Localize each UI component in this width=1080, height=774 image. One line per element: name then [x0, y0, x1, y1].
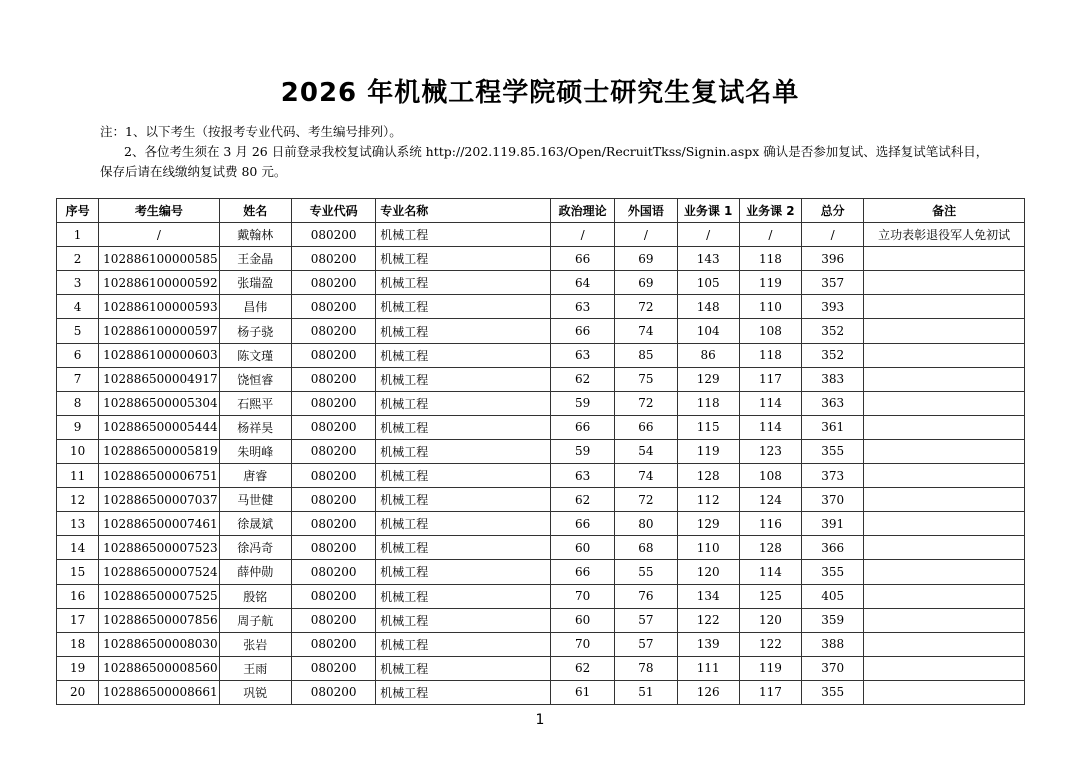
table-row [57, 247, 1025, 271]
cell-name: 唐睿 [219, 464, 291, 488]
header-col-seq: 序号 [57, 199, 99, 223]
cell-politics: 66 [551, 415, 615, 439]
cell-course-2: 118 [739, 343, 801, 367]
cell-major-code: 080200 [291, 295, 375, 319]
cell-foreign-language: 85 [615, 343, 677, 367]
header-col-major-name: 专业名称 [376, 199, 551, 223]
cell-major-code: 080200 [291, 367, 375, 391]
cell-foreign-language: 57 [615, 608, 677, 632]
cell-major-name: 机械工程 [376, 439, 551, 463]
cell-seq: 13 [57, 512, 99, 536]
cell-total: 355 [802, 560, 864, 584]
cell-name: 徐晟斌 [219, 512, 291, 536]
cell-major-code: 080200 [291, 464, 375, 488]
cell-major-code: 080200 [291, 271, 375, 295]
cell-course-2: 125 [739, 584, 801, 608]
note-line-2: 2、各位考生须在 3 月 26 日前登录我校复试确认系统 http://202.119.85.163/Open/RecruitTkss/Signin.aspx 确认是否参加复试、选择复试笔试科目， [124, 144, 989, 159]
cell-foreign-language: 68 [615, 536, 677, 560]
cell-politics: 60 [551, 536, 615, 560]
cell-total: 388 [802, 632, 864, 656]
cell-exam-id: 102886500005444 [99, 415, 219, 439]
cell-name: 朱明峰 [219, 439, 291, 463]
cell-foreign-language: 76 [615, 584, 677, 608]
cell-foreign-language: / [615, 223, 677, 247]
cell-politics: 64 [551, 271, 615, 295]
table-body [57, 223, 1025, 705]
cell-major-name: 机械工程 [376, 512, 551, 536]
table-row [57, 319, 1025, 343]
cell-politics: 63 [551, 295, 615, 319]
cell-politics: 63 [551, 343, 615, 367]
cell-course-1: 86 [677, 343, 739, 367]
cell-course-1: 111 [677, 656, 739, 680]
cell-course-1: 139 [677, 632, 739, 656]
cell-major-code: 080200 [291, 536, 375, 560]
cell-remarks [864, 632, 1025, 656]
header-col-course-1: 业务课 1 [677, 199, 739, 223]
cell-foreign-language: 75 [615, 367, 677, 391]
page-title: 2026 年机械工程学院硕士研究生复试名单 [280, 78, 800, 108]
cell-seq: 1 [57, 223, 99, 247]
cell-course-2: 128 [739, 536, 801, 560]
cell-remarks [864, 560, 1025, 584]
cell-politics: 59 [551, 439, 615, 463]
cell-remarks [864, 391, 1025, 415]
cell-major-name: 机械工程 [376, 464, 551, 488]
cell-politics: 61 [551, 680, 615, 704]
cell-seq: 16 [57, 584, 99, 608]
cell-major-name: 机械工程 [376, 295, 551, 319]
cell-course-1: 110 [677, 536, 739, 560]
cell-exam-id: 102886100000585 [99, 247, 219, 271]
cell-exam-id: 102886500005819 [99, 439, 219, 463]
cell-total: 391 [802, 512, 864, 536]
cell-major-code: 080200 [291, 608, 375, 632]
cell-course-1: 122 [677, 608, 739, 632]
cell-seq: 17 [57, 608, 99, 632]
cell-name: 陈文瑾 [219, 343, 291, 367]
cell-total: 383 [802, 367, 864, 391]
cell-major-name: 机械工程 [376, 632, 551, 656]
cell-remarks [864, 439, 1025, 463]
cell-name: 王雨 [219, 656, 291, 680]
cell-name: 杨子骁 [219, 319, 291, 343]
cell-name: 马世健 [219, 488, 291, 512]
cell-total: 355 [802, 439, 864, 463]
cell-exam-id: 102886500007523 [99, 536, 219, 560]
cell-course-1: / [677, 223, 739, 247]
cell-politics: 66 [551, 247, 615, 271]
cell-politics: 70 [551, 632, 615, 656]
cell-major-name: 机械工程 [376, 343, 551, 367]
cell-name: 饶恒睿 [219, 367, 291, 391]
cell-major-name: 机械工程 [376, 367, 551, 391]
note-line-1: 注：1、以下考生（按报考专业代码、考生编号排列）。 [100, 124, 402, 139]
cell-remarks [864, 680, 1025, 704]
cell-foreign-language: 57 [615, 632, 677, 656]
table-row [57, 536, 1025, 560]
cell-seq: 8 [57, 391, 99, 415]
cell-course-1: 143 [677, 247, 739, 271]
cell-remarks [864, 584, 1025, 608]
cell-course-2: 114 [739, 560, 801, 584]
cell-politics: 70 [551, 584, 615, 608]
cell-total: 370 [802, 656, 864, 680]
cell-course-1: 134 [677, 584, 739, 608]
cell-foreign-language: 51 [615, 680, 677, 704]
cell-foreign-language: 80 [615, 512, 677, 536]
cell-name: 杨祥昊 [219, 415, 291, 439]
cell-major-code: 080200 [291, 560, 375, 584]
cell-foreign-language: 69 [615, 247, 677, 271]
cell-course-1: 120 [677, 560, 739, 584]
cell-seq: 14 [57, 536, 99, 560]
cell-exam-id: 102886100000603 [99, 343, 219, 367]
page-number: 1 [535, 712, 545, 728]
cell-foreign-language: 54 [615, 439, 677, 463]
cell-name: 昌伟 [219, 295, 291, 319]
cell-seq: 6 [57, 343, 99, 367]
cell-major-name: 机械工程 [376, 247, 551, 271]
cell-foreign-language: 66 [615, 415, 677, 439]
table-row [57, 439, 1025, 463]
notes [100, 122, 1000, 182]
table-row [57, 464, 1025, 488]
cell-remarks [864, 247, 1025, 271]
cell-seq: 5 [57, 319, 99, 343]
cell-course-2: 118 [739, 247, 801, 271]
table-header-row [57, 199, 1025, 223]
table-row [57, 656, 1025, 680]
cell-course-1: 104 [677, 319, 739, 343]
cell-total: 363 [802, 391, 864, 415]
cell-exam-id: 102886500004917 [99, 367, 219, 391]
cell-major-name: 机械工程 [376, 391, 551, 415]
cell-total: 359 [802, 608, 864, 632]
cell-major-code: 080200 [291, 512, 375, 536]
cell-seq: 11 [57, 464, 99, 488]
cell-exam-id: 102886100000593 [99, 295, 219, 319]
cell-major-code: 080200 [291, 439, 375, 463]
cell-remarks [864, 367, 1025, 391]
cell-course-2: 110 [739, 295, 801, 319]
note-line-3: 保存后请在线缴纳复试费 80 元。 [100, 164, 287, 179]
cell-politics: / [551, 223, 615, 247]
cell-exam-id: 102886500005304 [99, 391, 219, 415]
table-row [57, 295, 1025, 319]
cell-major-name: 机械工程 [376, 608, 551, 632]
table-row [57, 488, 1025, 512]
cell-major-name: 机械工程 [376, 271, 551, 295]
cell-major-code: 080200 [291, 415, 375, 439]
table-row [57, 608, 1025, 632]
cell-remarks [864, 319, 1025, 343]
cell-seq: 15 [57, 560, 99, 584]
cell-course-1: 129 [677, 367, 739, 391]
cell-course-1: 128 [677, 464, 739, 488]
cell-remarks [864, 295, 1025, 319]
cell-total: 352 [802, 343, 864, 367]
cell-remarks [864, 536, 1025, 560]
cell-major-name: 机械工程 [376, 223, 551, 247]
cell-total: 405 [802, 584, 864, 608]
cell-exam-id: 102886500008030 [99, 632, 219, 656]
cell-remarks [864, 608, 1025, 632]
cell-name: 巩锐 [219, 680, 291, 704]
cell-exam-id: 102886500007461 [99, 512, 219, 536]
cell-course-2: 117 [739, 367, 801, 391]
cell-seq: 2 [57, 247, 99, 271]
cell-course-2: 116 [739, 512, 801, 536]
cell-total: 355 [802, 680, 864, 704]
cell-seq: 10 [57, 439, 99, 463]
cell-total: 357 [802, 271, 864, 295]
cell-total: 366 [802, 536, 864, 560]
cell-course-2: 114 [739, 415, 801, 439]
cell-total: 370 [802, 488, 864, 512]
cell-remarks: 立功表彰退役军人免初试 [864, 223, 1025, 247]
cell-foreign-language: 55 [615, 560, 677, 584]
cell-course-2: 119 [739, 271, 801, 295]
cell-exam-id: 102886500007037 [99, 488, 219, 512]
cell-remarks [864, 488, 1025, 512]
cell-politics: 66 [551, 319, 615, 343]
cell-seq: 18 [57, 632, 99, 656]
table-row [57, 680, 1025, 704]
cell-major-code: 080200 [291, 584, 375, 608]
cell-major-name: 机械工程 [376, 488, 551, 512]
cell-total: 361 [802, 415, 864, 439]
cell-exam-id: 102886500007856 [99, 608, 219, 632]
cell-politics: 62 [551, 656, 615, 680]
header-col-major-code: 专业代码 [291, 199, 375, 223]
cell-course-2: 119 [739, 656, 801, 680]
cell-course-2: 108 [739, 319, 801, 343]
cell-major-name: 机械工程 [376, 415, 551, 439]
cell-politics: 62 [551, 367, 615, 391]
cell-name: 张岩 [219, 632, 291, 656]
cell-seq: 9 [57, 415, 99, 439]
cell-name: 戴翰林 [219, 223, 291, 247]
cell-total: 373 [802, 464, 864, 488]
cell-seq: 20 [57, 680, 99, 704]
cell-course-1: 118 [677, 391, 739, 415]
cell-total: / [802, 223, 864, 247]
cell-name: 王金晶 [219, 247, 291, 271]
cell-name: 周子航 [219, 608, 291, 632]
cell-seq: 4 [57, 295, 99, 319]
cell-major-name: 机械工程 [376, 536, 551, 560]
table-row [57, 512, 1025, 536]
cell-exam-id: / [99, 223, 219, 247]
cell-exam-id: 102886100000592 [99, 271, 219, 295]
cell-major-code: 080200 [291, 223, 375, 247]
cell-remarks [864, 415, 1025, 439]
cell-course-1: 115 [677, 415, 739, 439]
cell-remarks [864, 512, 1025, 536]
cell-course-2: 108 [739, 464, 801, 488]
cell-course-2: 124 [739, 488, 801, 512]
header-col-foreign-language: 外国语 [615, 199, 677, 223]
cell-name: 徐冯奇 [219, 536, 291, 560]
cell-remarks [864, 656, 1025, 680]
cell-exam-id: 102886500006751 [99, 464, 219, 488]
cell-major-name: 机械工程 [376, 319, 551, 343]
cell-politics: 66 [551, 512, 615, 536]
cell-name: 石熙平 [219, 391, 291, 415]
cell-major-name: 机械工程 [376, 584, 551, 608]
cell-foreign-language: 74 [615, 464, 677, 488]
cell-foreign-language: 72 [615, 488, 677, 512]
cell-total: 396 [802, 247, 864, 271]
header-col-remarks: 备注 [864, 199, 1025, 223]
cell-foreign-language: 72 [615, 391, 677, 415]
cell-seq: 3 [57, 271, 99, 295]
header-col-course-2: 业务课 2 [739, 199, 801, 223]
cell-seq: 12 [57, 488, 99, 512]
cell-major-code: 080200 [291, 680, 375, 704]
cell-course-2: 122 [739, 632, 801, 656]
table-row [57, 584, 1025, 608]
cell-politics: 59 [551, 391, 615, 415]
cell-course-1: 105 [677, 271, 739, 295]
cell-major-code: 080200 [291, 319, 375, 343]
cell-course-1: 119 [677, 439, 739, 463]
cell-major-code: 080200 [291, 488, 375, 512]
cell-major-code: 080200 [291, 656, 375, 680]
cell-exam-id: 102886100000597 [99, 319, 219, 343]
table-row [57, 415, 1025, 439]
cell-foreign-language: 74 [615, 319, 677, 343]
header-col-name: 姓名 [219, 199, 291, 223]
cell-total: 352 [802, 319, 864, 343]
header-col-total: 总分 [802, 199, 864, 223]
cell-politics: 62 [551, 488, 615, 512]
cell-major-code: 080200 [291, 632, 375, 656]
candidate-table [56, 198, 1025, 705]
cell-name: 张瑞盈 [219, 271, 291, 295]
cell-exam-id: 102886500008661 [99, 680, 219, 704]
cell-foreign-language: 69 [615, 271, 677, 295]
table-row [57, 223, 1025, 247]
cell-course-1: 112 [677, 488, 739, 512]
table-row [57, 632, 1025, 656]
cell-politics: 63 [551, 464, 615, 488]
cell-politics: 66 [551, 560, 615, 584]
header-col-exam-id: 考生编号 [99, 199, 219, 223]
cell-seq: 19 [57, 656, 99, 680]
cell-politics: 60 [551, 608, 615, 632]
cell-course-1: 129 [677, 512, 739, 536]
cell-major-name: 机械工程 [376, 560, 551, 584]
cell-seq: 7 [57, 367, 99, 391]
cell-name: 殷铭 [219, 584, 291, 608]
table-row [57, 343, 1025, 367]
cell-exam-id: 102886500008560 [99, 656, 219, 680]
cell-name: 薛仲勋 [219, 560, 291, 584]
header-col-politics: 政治理论 [551, 199, 615, 223]
cell-foreign-language: 78 [615, 656, 677, 680]
cell-course-2: 120 [739, 608, 801, 632]
cell-remarks [864, 464, 1025, 488]
cell-course-2: / [739, 223, 801, 247]
cell-course-2: 114 [739, 391, 801, 415]
cell-course-1: 126 [677, 680, 739, 704]
table-row [57, 560, 1025, 584]
cell-remarks [864, 343, 1025, 367]
cell-major-code: 080200 [291, 343, 375, 367]
cell-course-2: 123 [739, 439, 801, 463]
cell-major-name: 机械工程 [376, 656, 551, 680]
cell-course-1: 148 [677, 295, 739, 319]
table-row [57, 367, 1025, 391]
cell-major-code: 080200 [291, 391, 375, 415]
cell-foreign-language: 72 [615, 295, 677, 319]
cell-exam-id: 102886500007525 [99, 584, 219, 608]
cell-major-code: 080200 [291, 247, 375, 271]
cell-total: 393 [802, 295, 864, 319]
cell-major-name: 机械工程 [376, 680, 551, 704]
cell-exam-id: 102886500007524 [99, 560, 219, 584]
table-row [57, 391, 1025, 415]
cell-course-2: 117 [739, 680, 801, 704]
table-row [57, 271, 1025, 295]
cell-remarks [864, 271, 1025, 295]
